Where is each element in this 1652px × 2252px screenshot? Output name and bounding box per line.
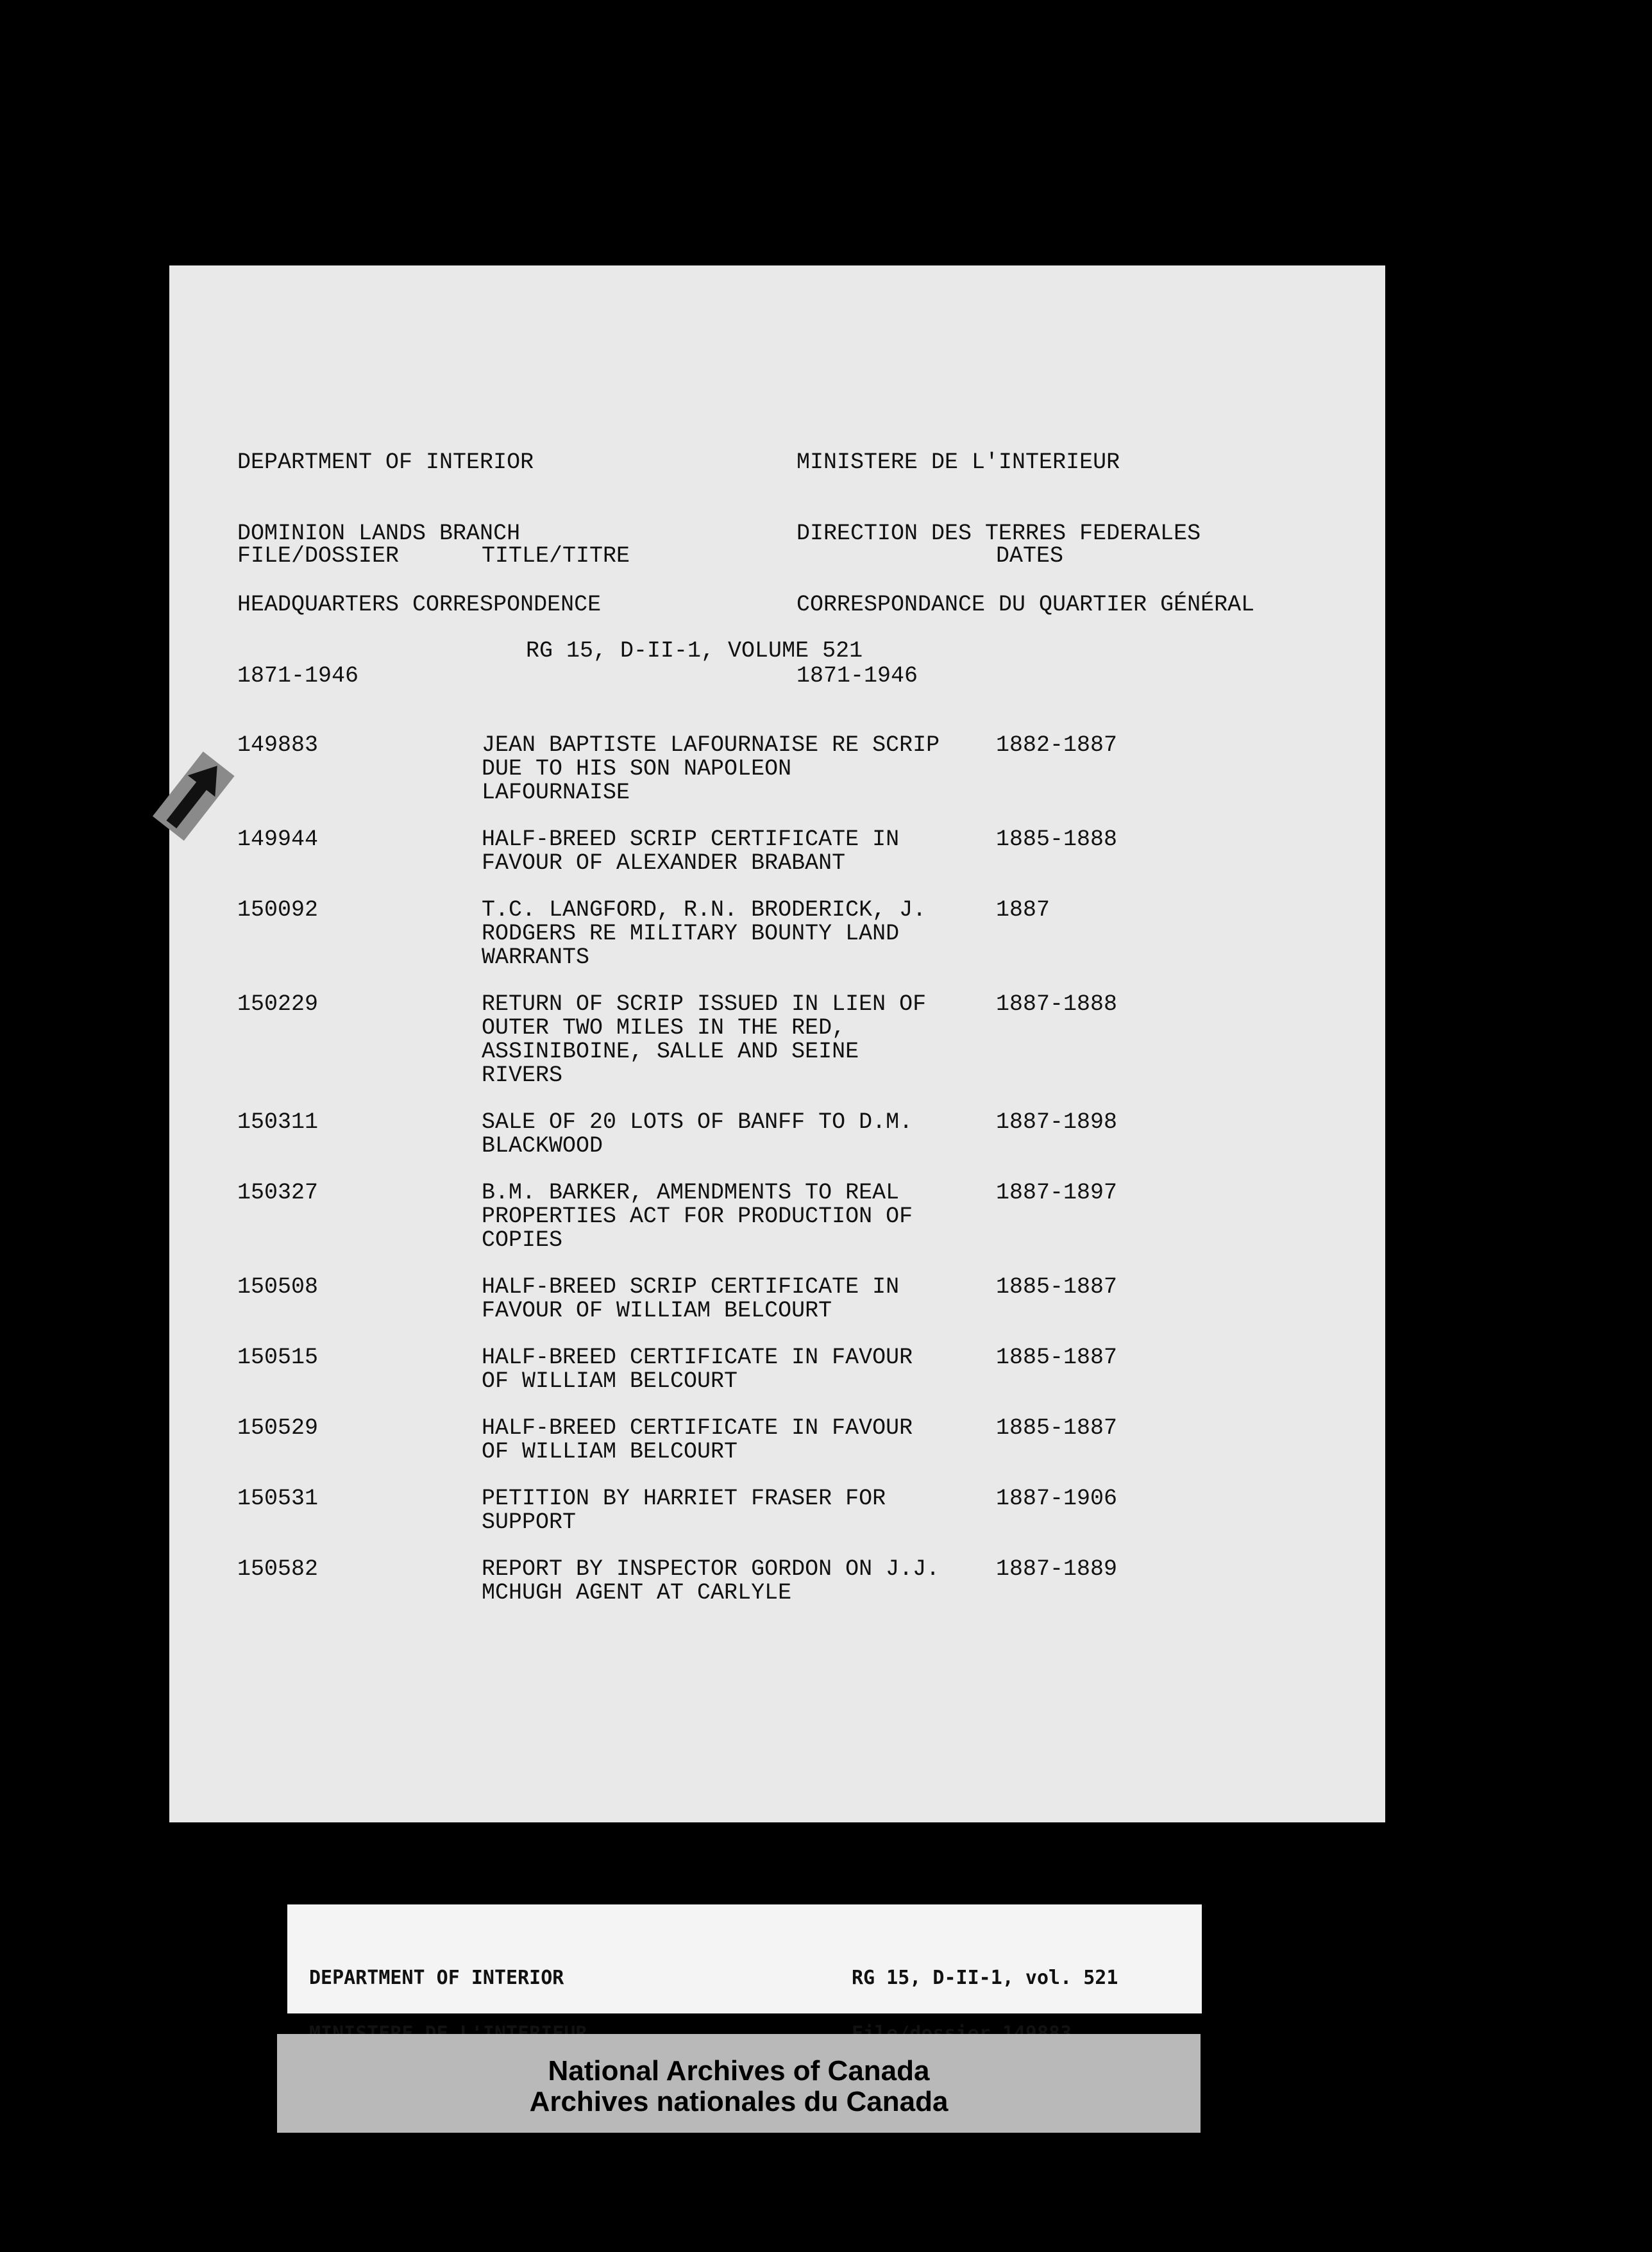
- file-number: 150508: [237, 1274, 319, 1300]
- archives-banner: [277, 2034, 1201, 2133]
- file-title-line: DUE TO HIS SON NAPOLEON: [482, 756, 792, 782]
- reel-label-strip: [287, 1904, 1202, 2013]
- file-title: [482, 993, 988, 1088]
- archives-banner-line-2: Archives nationales du Canada: [529, 2086, 948, 2117]
- header-english-line-2: DOMINION LANDS BRANCH: [237, 521, 521, 546]
- file-title-line: FAVOUR OF ALEXANDER BRABANT: [482, 850, 846, 876]
- file-number: 149883: [237, 732, 319, 758]
- file-title-line: SALE OF 20 LOTS OF BANFF TO D.M.: [482, 1109, 913, 1135]
- file-title: [482, 1181, 988, 1252]
- file-dates: 1887-1889: [996, 1556, 1118, 1582]
- file-entry-row: [169, 993, 1385, 1088]
- header-english-line-3: HEADQUARTERS CORRESPONDENCE: [237, 592, 602, 618]
- file-title-line: REPORT BY INSPECTOR GORDON ON J.J.: [482, 1556, 940, 1582]
- label-strip-right-line-1: RG 15, D-II-1, vol. 521: [852, 1967, 1118, 1989]
- header-english: [237, 403, 601, 735]
- file-dates: 1885-1887: [996, 1274, 1118, 1300]
- header-french-line-2: DIRECTION DES TERRES FEDERALES: [796, 521, 1201, 546]
- file-title-line: MCHUGH AGENT AT CARLYLE: [482, 1580, 792, 1606]
- file-number: 150327: [237, 1180, 319, 1206]
- file-title-line: WARRANTS: [482, 945, 590, 970]
- column-header-file: FILE/DOSSIER: [237, 543, 400, 569]
- file-title-line: HALF-BREED CERTIFICATE IN FAVOUR: [482, 1415, 913, 1441]
- file-title-line: RETURN OF SCRIP ISSUED IN LIEN OF: [482, 991, 927, 1017]
- file-dates: 1887-1897: [996, 1180, 1118, 1206]
- header-french-line-1: MINISTERE DE L'INTERIEUR: [796, 450, 1120, 475]
- file-title-line: BLACKWOOD: [482, 1133, 603, 1159]
- file-dates: 1887: [996, 897, 1050, 923]
- header-french-line-4: 1871-1946: [796, 663, 918, 689]
- column-header-dates: DATES: [996, 543, 1064, 569]
- file-title: [482, 898, 988, 970]
- file-entry-row: [169, 898, 1385, 970]
- archives-banner-line-1: National Archives of Canada: [548, 2055, 930, 2087]
- file-entry-row: [169, 828, 1385, 875]
- file-entry-row: [169, 1111, 1385, 1158]
- file-title-line: HALF-BREED SCRIP CERTIFICATE IN: [482, 1274, 900, 1300]
- file-title-line: OF WILLIAM BELCOURT: [482, 1368, 738, 1394]
- file-title: [482, 1275, 988, 1323]
- file-dates: 1887-1898: [996, 1109, 1118, 1135]
- file-entry-row: [169, 1275, 1385, 1323]
- column-header-title: TITLE/TITRE: [482, 543, 630, 569]
- file-title: [482, 1416, 988, 1464]
- header-french-line-3: CORRESPONDANCE DU QUARTIER GÉNÉRAL: [796, 592, 1255, 618]
- file-title-line: ASSINIBOINE, SALLE AND SEINE: [482, 1039, 859, 1064]
- file-title-line: T.C. LANGFORD, R.N. BRODERICK, J.: [482, 897, 927, 923]
- file-entry-row: [169, 1558, 1385, 1605]
- file-entry-row: [169, 1346, 1385, 1393]
- file-number: 150531: [237, 1486, 319, 1511]
- file-title-line: PROPERTIES ACT FOR PRODUCTION OF: [482, 1204, 913, 1229]
- file-dates: 1882-1887: [996, 732, 1118, 758]
- file-title-line: COPIES: [482, 1227, 563, 1253]
- file-title-line: JEAN BAPTISTE LAFOURNAISE RE SCRIP: [482, 732, 940, 758]
- file-title-line: HALF-BREED SCRIP CERTIFICATE IN: [482, 827, 900, 852]
- file-number: 150311: [237, 1109, 319, 1135]
- file-title-line: SUPPORT: [482, 1509, 577, 1535]
- document-sheet: [169, 265, 1385, 1822]
- file-title-line: HALF-BREED CERTIFICATE IN FAVOUR: [482, 1345, 913, 1370]
- file-dates: 1885-1888: [996, 827, 1118, 852]
- file-title-line: OUTER TWO MILES IN THE RED,: [482, 1015, 846, 1041]
- file-title-line: RIVERS: [482, 1063, 563, 1088]
- file-dates: 1887-1906: [996, 1486, 1118, 1511]
- file-title: [482, 1487, 988, 1534]
- file-number: 150092: [237, 897, 319, 923]
- file-number: 149944: [237, 827, 319, 852]
- file-title: [482, 1111, 988, 1158]
- file-entry-row: [169, 1181, 1385, 1252]
- header-english-line-1: DEPARTMENT OF INTERIOR: [237, 450, 534, 475]
- file-title-line: PETITION BY HARRIET FRASER FOR: [482, 1486, 886, 1511]
- file-dates: 1885-1887: [996, 1415, 1118, 1441]
- file-list: [169, 734, 1385, 1628]
- file-number: 150529: [237, 1415, 319, 1441]
- file-entry-row: [169, 1416, 1385, 1464]
- file-title-line: RODGERS RE MILITARY BOUNTY LAND: [482, 921, 900, 946]
- file-title-line: OF WILLIAM BELCOURT: [482, 1439, 738, 1465]
- file-entry-row: [169, 1487, 1385, 1534]
- label-strip-left-line-1: DEPARTMENT OF INTERIOR: [309, 1967, 564, 1989]
- file-title: [482, 828, 988, 875]
- file-number: 150582: [237, 1556, 319, 1582]
- file-title-line: LAFOURNAISE: [482, 780, 630, 805]
- file-title-line: B.M. BARKER, AMENDMENTS TO REAL: [482, 1180, 900, 1206]
- file-title: [482, 1346, 988, 1393]
- header-english-line-4: 1871-1946: [237, 663, 359, 689]
- file-dates: 1887-1888: [996, 991, 1118, 1017]
- header-french: [796, 403, 1254, 735]
- volume-reference: RG 15, D-II-1, VOLUME 521: [526, 638, 863, 664]
- file-number: 150229: [237, 991, 319, 1017]
- file-title: [482, 734, 988, 805]
- file-title-line: FAVOUR OF WILLIAM BELCOURT: [482, 1298, 832, 1323]
- file-dates: 1885-1887: [996, 1345, 1118, 1370]
- file-title: [482, 1558, 988, 1605]
- file-number: 150515: [237, 1345, 319, 1370]
- file-entry-row: [169, 734, 1385, 805]
